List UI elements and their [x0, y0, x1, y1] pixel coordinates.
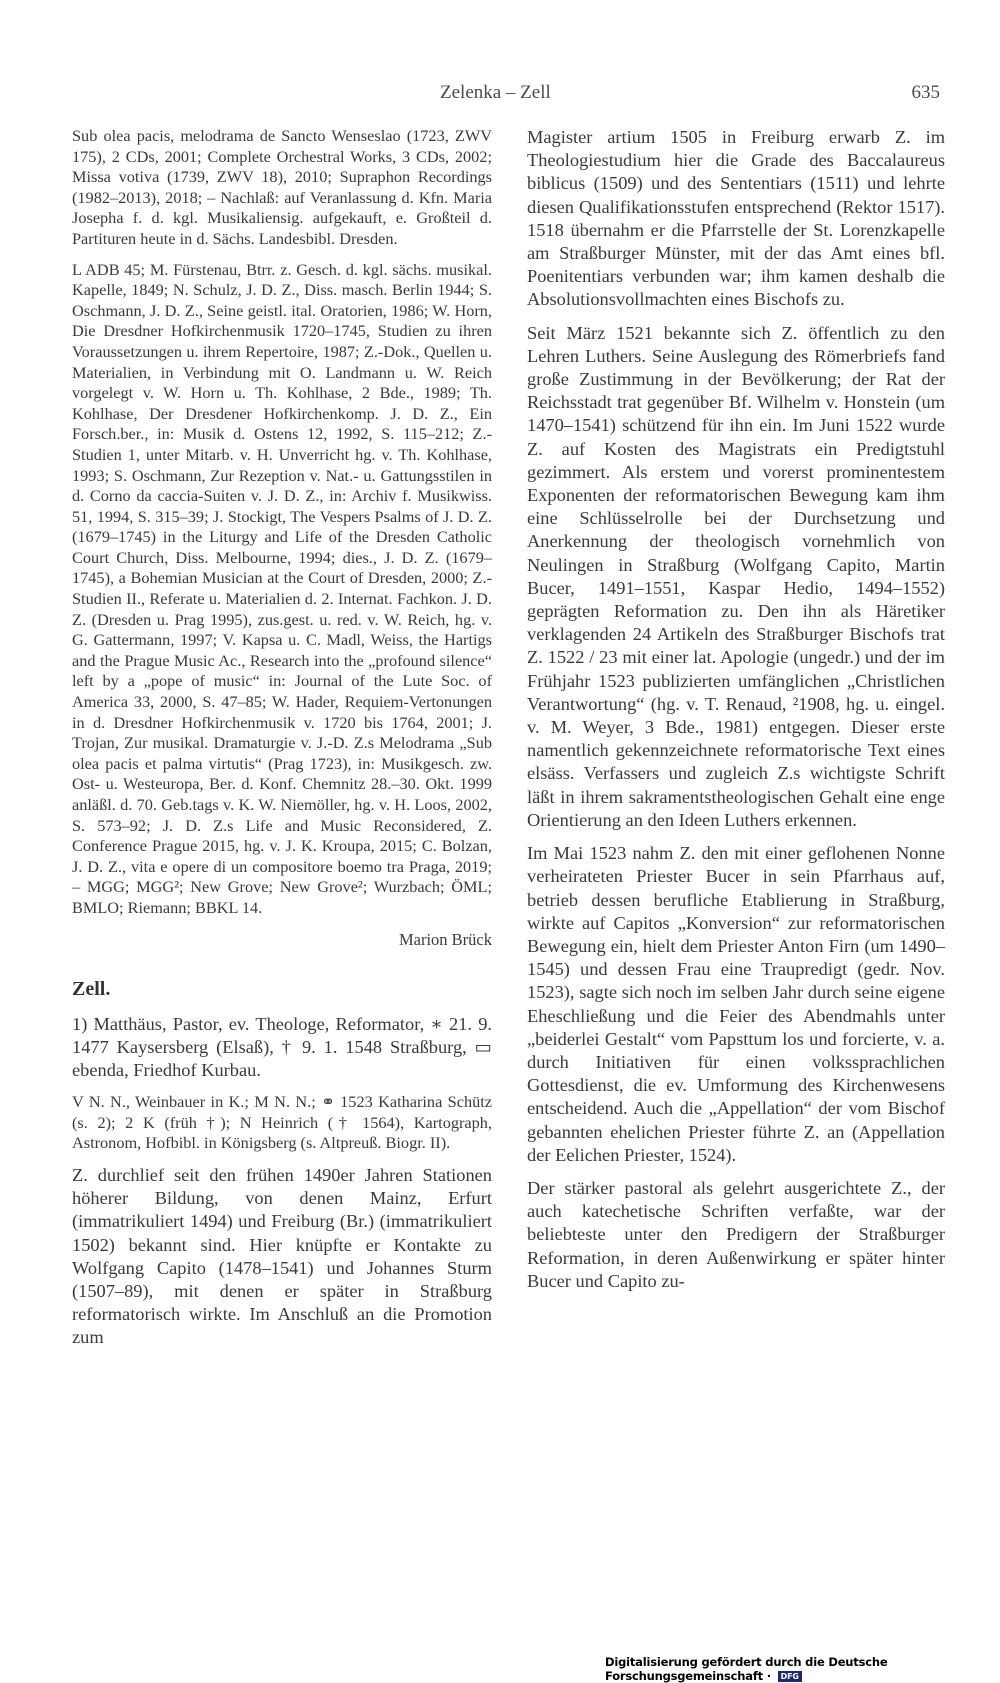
page-number: 635: [911, 82, 940, 103]
dfg-logo-icon: DFG: [778, 1671, 802, 1682]
body-paragraph: Z. durchlief seit den frühen 1490er Jahren Stationen höherer Bildung, von denen Mainz, Erfurt (immatrikuliert 1494) und Freiburg (Br.) (immatrikuliert 1502) bekannt sind. Hier knüpfte er Kontakte zu Wolfgang Capito (1478–1541) und Johannes Sturm (1507–89), mit denen er später in Straßburg reformatorisch wirkte. Im Anschluß an die Promotion zum: [72, 1164, 492, 1348]
literature-paragraph: L ADB 45; M. Fürstenau, Btrr. z. Gesch. d. kgl. sächs. musikal. Kapelle, 1849; N. Schulz, J. D. Z., Diss. masch. Berlin 1944; S. Oschmann, J. D. Z., Seine geistl. ital. Oratorien, 1986; W. Horn, Die Dresdner Hofkirchenmusik 1720–1745, Studien zu ihren Voraussetzungen u. ihrem Repertoire, 1987; Z.-Dok., Quellen u. Materialien, in Verbindung mit O. Landmann u. W. Reich vorgelegt v. W. Horn u. Th. Kohlhase, 2 Bde., 1989; Th. Kohlhase, Der Dresdener Hofkirchenkomp. J. D. Z., Ein Forsch.ber., in: Musik d. Ostens 12, 1992, S. 115–212; Z.-Studien 1, unter Mitarb. v. H. Unverricht hg. v. Th. Kohlhase, 1993; S. Oschmann, Zur Rezeption v. Nat.- u. Gattungsstilen in d. Corno da caccia-Suiten v. J. D. Z., in: Archiv f. Musikwiss. 51, 1994, S. 315–39; J. Stockigt, The Vespers Psalms of J. D. Z. (1679–1745) in the Liturgy and Life of the Dresden Catholic Court Church, Diss. Melbourne, 1994; dies., J. D. Z. (1679–1745), a Bohemian Musician at the Court of Dresden, 2000; Z.-Studien II., Referate u. Materialien d. 2. Internat. Fachkon. J. D. Z. (Dresden u. Prag 1995), zus.gest. u. red. v. W. Reich, hg. v. G. Gattermann, 1997; V. Kapsa u. C. Madl, Weiss, the Hartigs and the Prague Music Ac., Research into the „profound silence“ left by a „pope of music“ in: Journal of the Lute Soc. of America 33, 2000, S. 47–85; W. Hader, Requiem-Vertonungen in d. Dresdner Hofkirchenmusik v. 1720 bis 1764, 2001; J. Trojan, Zur musikal. Dramaturgie v. J.-D. Z.s Melodrama „Sub olea pacis et palma virtutis“ (Prag 1723), in: Musikgesch. zw. Ost- u. Westeuropa, Ber. d. Konf. Chemnitz 28.–30. Okt. 1999 anläßl. d. 70. Geb.tags v. K. W. Niemöller, hg. v. H. Loos, 2002, S. 573–92; J. D. Z.s Life and Music Reconsidered, Z. Conference Prague 2015, hg. v. J. K. Kroupa, 2015; C. Bolzan, J. D. Z., vita e opere di un compositore boemo tra Praga, 2019; – MGG; MGG²; New Grove; New Grove²; Wurzbach; ÖML; BMLO; Riemann; BBKL 14.: [72, 259, 492, 917]
body-paragraph: Magister artium 1505 in Freiburg erwarb Z. im Theologiestudium hier die Grade des Baccalaureus biblicus (1509) und des Sententiars (1511) und lehrte diesen Qualifikationsstufen entsprechend (Rektor 1517). 1518 übernahm er die Pfarrstelle der St. Lorenzkapelle am Straßburger Münster, mit der das Amt eines bfl. Poenitentiars verbunden war; ihm kamen deshalb die Absolutionsvollmachten eines Bischofs zu.: [527, 127, 945, 310]
body-paragraph: Seit März 1521 bekannte sich Z. öffentlich zu den Lehren Luthers. Seine Auslegung des Römerbriefs fand große Zustimmung in der Bevölkerung; der Rat der Reichsstadt trat gegenüber Bf. Wilhelm v. Honstein (um 1470–1541) schützend für ihn ein. Im Juni 1522 wurde Z. auf Kosten des Magistrats ein Predigtstuhl gezimmert. Als erstem und vorerst prominentestem Exponenten der reformatorischen Bewegung kam ihm eine Schlüsselrolle bei der Durchsetzung und Anerkennung der theologisch vornehmlich von Neulingen in Straßburg (Wolfgang Capito, Martin Bucer, 1491–1551, Kaspar Hedio, 1494–1552) geprägten Reformation zu. Den ihn als Häretiker verklagenden 24 Artikeln des Straßburger Bischofs trat Z. 1522 / 23 mit einer lat. Apologie (ungedr.) und der im Frühjahr 1523 publizierten umfänglichen „Christlichen Verantwortung“ (hg. v. T. Renaud, ²1908, hg. u. eingel. v. M. Weyer, 3 Bde., 1981) entgegen. Dieser erste namentlich gekennzeichnete reformatorische Text eines elsäss. Verfassers und zugleich Z.s wichtigste Schrift läßt in ihrem sakramentstheologischen Gehalt eine enge Orientierung an den Ideen Luthers erkennen.: [527, 322, 945, 830]
genealogy-paragraph: V N. N., Weinbauer in K.; M N. N.; ⚭ 1523 Katharina Schütz (s. 2); 2 K (früh †); N Heinrich († 1564), Kartograph, Astronom, Hofbibl. in Königsberg (s. Altpreuß. Biogr. II).: [72, 1092, 492, 1153]
left-column: [72, 126, 492, 1360]
right-column: [527, 126, 945, 1303]
footer-text: Digitalisierung gefördert durch die Deutsche Forschungsgemeinschaft ·: [605, 1655, 888, 1683]
body-paragraph: Im Mai 1523 nahm Z. den mit einer geflohenen Nonne verheirateten Priester Bucer in sein Pfarrhaus auf, betrieb dessen berufliche Etablierung in Straßburg, wirkte auf Capitos „Konversion“ zur reformatorischen Bewegung ein, hielt dem Priester Anton Firn (um 1490–1545) und dessen Frau eine Traupredigt (gedr. Nov. 1523), sagte sich noch im selben Jahr durch seine eigene Eheschließung und die Feier des Abendmahls unter „beiderlei Gestalt“ vom Papsttum los und forcierte, v. a. durch Initiativen für einen volkssprachlichen Gottesdienst, die ev. Umformung des Kirchenwesens entscheidend. Auch die „Appellation“ der vom Bischof gebannten ehelichen Priester führte Z. an (Appellation der Eelichen Priester, 1524).: [527, 843, 945, 1165]
entry-heading: Zell.: [72, 977, 111, 1000]
body-paragraph: Der stärker pastoral als gelehrt ausgerichtete Z., der auch katechetische Schriften verfaßte, war der beliebteste unter den Predigern der Straßburger Reformation, in deren Außenwirkung er später hinter Bucer und Capito zu-: [527, 1177, 945, 1291]
author-signature: Marion Brück: [398, 929, 492, 949]
works-list-paragraph: Sub olea pacis, melodrama de Sancto Wenseslao (1723, ZWV 175), 2 CDs, 2001; Complete Orchestral Works, 3 CDs, 2002; Missa votiva (1739, ZWV 18), 2010; Supraphon Recordings (1982–2013), 2018; – Nachlaß: auf Veranlassung d. Kfn. Maria Josepha f. d. kgl. Musikaliensig. aufgekauft, e. Großteil d. Partituren heute in d. Sächs. Landesbibl. Dresden.: [72, 126, 492, 248]
entry-lemma-paragraph: 1) Matthäus, Pastor, ev. Theologe, Reformator, ∗ 21. 9. 1477 Kaysersberg (Elsaß), † 9. 1. 1548 Straßburg, ▭ ebenda, Friedhof Kurbau.: [72, 1013, 492, 1080]
running-head-title: Zelenka – Zell: [440, 82, 551, 103]
running-head: [0, 82, 1000, 110]
digitization-footer: [605, 1655, 1000, 1683]
